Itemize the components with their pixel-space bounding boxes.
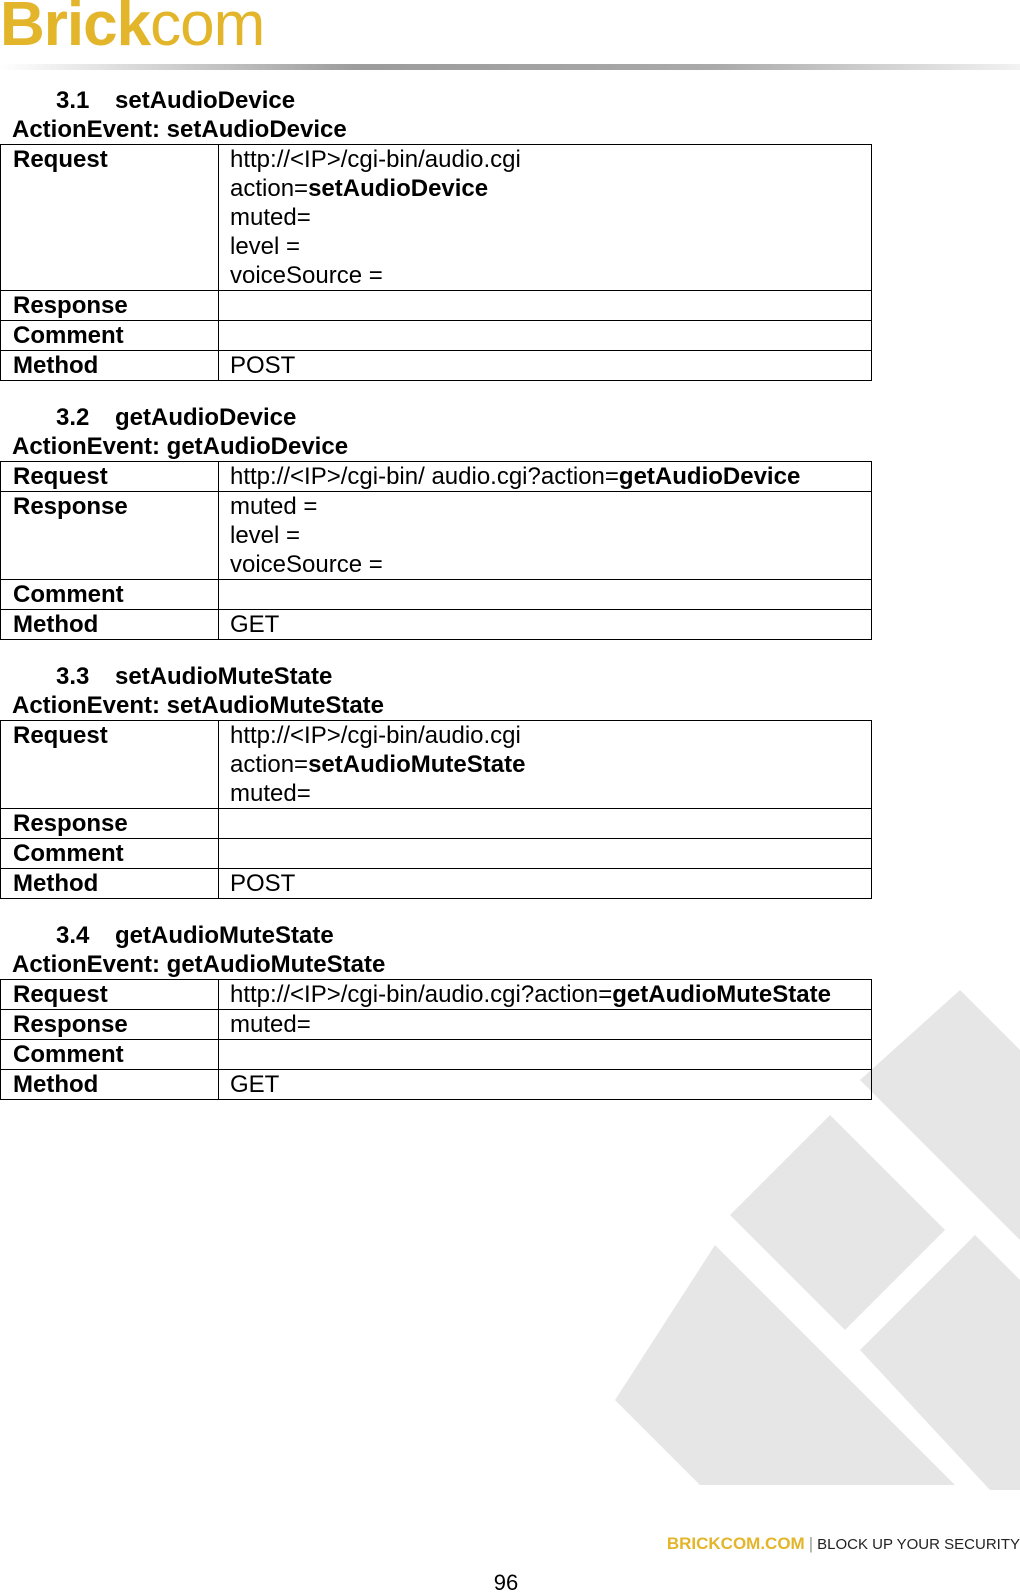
response-row <box>1 1010 872 1040</box>
method-row <box>1 869 872 899</box>
request-text: muted= <box>230 780 311 807</box>
response-line: muted = <box>230 493 318 520</box>
section-heading <box>0 86 1020 115</box>
logo-light-part: com <box>150 0 265 59</box>
request-label: Request <box>1 721 219 809</box>
method-label: Method <box>1 869 219 899</box>
response-label: Response <box>1 1010 219 1040</box>
section-title: getAudioDevice <box>115 404 297 431</box>
request-text: voiceSource = <box>230 262 383 289</box>
request-value <box>219 980 872 1010</box>
response-row <box>1 492 872 580</box>
request-action-name: getAudioMuteState <box>612 981 831 1008</box>
header-divider <box>0 64 1020 70</box>
comment-label: Comment <box>1 839 219 869</box>
method-value: GET <box>219 1070 872 1100</box>
request-text: http://<IP>/cgi-bin/audio.cgi <box>230 722 521 749</box>
request-text: action= <box>230 751 309 778</box>
section-heading <box>0 921 1020 950</box>
request-row <box>1 980 872 1010</box>
response-line: level = <box>230 522 301 549</box>
api-table <box>0 979 872 1100</box>
request-text: action= <box>230 175 309 202</box>
logo-bold-part: Brick <box>0 0 151 59</box>
request-line <box>230 203 871 232</box>
request-action-name: setAudioMuteState <box>308 751 526 778</box>
comment-value <box>219 839 872 869</box>
request-value <box>219 145 872 291</box>
footer-site: BRICKCOM.COM <box>666 1534 805 1553</box>
section-number: 3.1 <box>56 87 90 114</box>
section-heading <box>0 662 1020 691</box>
request-value <box>219 721 872 809</box>
page-header <box>0 0 1020 70</box>
method-value: POST <box>219 351 872 381</box>
response-label: Response <box>1 492 219 580</box>
request-line <box>230 232 871 261</box>
api-section <box>0 662 1020 899</box>
comment-value <box>219 1040 872 1070</box>
comment-value <box>219 321 872 351</box>
response-value <box>219 1010 872 1040</box>
page-number: 96 <box>493 1570 519 1595</box>
request-label: Request <box>1 980 219 1010</box>
footer-tagline: BLOCK UP YOUR SECURITY <box>817 1536 1020 1553</box>
section-heading <box>0 403 1020 432</box>
api-section <box>0 921 1020 1100</box>
request-text: http://<IP>/cgi-bin/audio.cgi?action= <box>230 981 613 1008</box>
request-label: Request <box>1 145 219 291</box>
response-label: Response <box>1 291 219 321</box>
api-table <box>0 144 872 381</box>
comment-value <box>219 580 872 610</box>
response-label: Response <box>1 809 219 839</box>
method-row <box>1 351 872 381</box>
method-row <box>1 610 872 640</box>
request-line <box>230 750 871 779</box>
document-content <box>0 86 1020 1122</box>
method-label: Method <box>1 1070 219 1100</box>
response-row <box>1 291 872 321</box>
comment-row <box>1 839 872 869</box>
request-text: http://<IP>/cgi-bin/ audio.cgi?action= <box>230 463 619 490</box>
request-line <box>230 779 871 808</box>
section-title: setAudioMuteState <box>115 663 333 690</box>
api-section <box>0 86 1020 381</box>
action-event-title: ActionEvent: setAudioMuteState <box>12 692 385 719</box>
action-event-title: ActionEvent: setAudioDevice <box>12 116 347 143</box>
response-value <box>219 492 872 580</box>
request-label: Request <box>1 462 219 492</box>
response-line: muted= <box>230 1011 311 1038</box>
request-row <box>1 721 872 809</box>
section-number: 3.3 <box>56 663 90 690</box>
comment-row <box>1 321 872 351</box>
request-line <box>230 174 871 203</box>
response-value <box>219 809 872 839</box>
method-value: GET <box>219 610 872 640</box>
section-number: 3.4 <box>56 922 90 949</box>
comment-label: Comment <box>1 321 219 351</box>
section-number: 3.2 <box>56 404 90 431</box>
request-text: http://<IP>/cgi-bin/audio.cgi <box>230 146 521 173</box>
method-value: POST <box>219 869 872 899</box>
response-line: voiceSource = <box>230 551 383 578</box>
response-row <box>1 809 872 839</box>
comment-label: Comment <box>1 580 219 610</box>
request-action-name: getAudioDevice <box>618 463 801 490</box>
footer-separator: | <box>808 1534 814 1553</box>
request-text: level = <box>230 233 301 260</box>
request-line <box>230 145 871 174</box>
api-section <box>0 403 1020 640</box>
comment-row <box>1 580 872 610</box>
request-line <box>230 980 871 1009</box>
request-line <box>230 462 871 491</box>
method-label: Method <box>1 610 219 640</box>
api-table <box>0 461 872 640</box>
footer-brand <box>667 1533 1020 1556</box>
action-event-title: ActionEvent: getAudioDevice <box>12 433 349 460</box>
request-text: muted= <box>230 204 311 231</box>
request-line <box>230 261 871 290</box>
action-event-title: ActionEvent: getAudioMuteState <box>12 951 386 978</box>
request-action-name: setAudioDevice <box>308 175 489 202</box>
request-value <box>219 462 872 492</box>
comment-label: Comment <box>1 1040 219 1070</box>
method-label: Method <box>1 351 219 381</box>
section-title: getAudioMuteState <box>115 922 334 949</box>
comment-row <box>1 1040 872 1070</box>
request-row <box>1 145 872 291</box>
method-row <box>1 1070 872 1100</box>
brickcom-logo <box>0 0 265 59</box>
section-title: setAudioDevice <box>115 87 296 114</box>
request-row <box>1 462 872 492</box>
response-value <box>219 291 872 321</box>
api-table <box>0 720 872 899</box>
request-line <box>230 721 871 750</box>
